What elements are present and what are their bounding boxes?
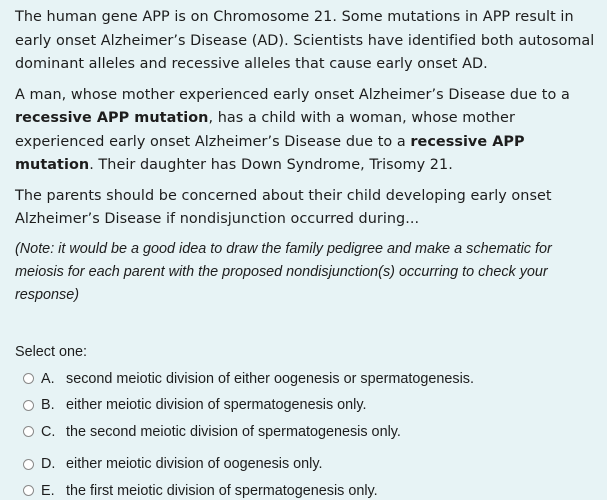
question-text: [15, 6, 597, 232]
p2-text-3: . Their daughter has Down Syndrome, Trisomy 21.: [89, 157, 453, 173]
answer-letter-b: B.: [41, 397, 55, 414]
answer-option-e[interactable]: [15, 478, 597, 500]
p2-bold-2: recessive APP mutation: [15, 133, 525, 173]
answer-text-b: either meiotic division of spermatogenesis only.: [66, 397, 367, 414]
question-paragraph-2: [15, 84, 597, 178]
answer-option-a[interactable]: [15, 366, 597, 393]
answer-text-c: the second meiotic division of spermatogenesis only.: [66, 423, 401, 440]
answer-option-b[interactable]: [15, 392, 597, 419]
select-one-prompt: Select one:: [15, 343, 88, 360]
answer-option-c[interactable]: [15, 419, 597, 446]
question-paragraph-3: The parents should be concerned about their child developing early onset Alzheimer’s Disease if nondisjunction occurred during...: [15, 187, 552, 227]
p2-text-2: , has a child with a woman, whose mother experienced early onset Alzheimer’s Disease due to a: [15, 110, 515, 150]
radio-button-d[interactable]: [23, 459, 34, 470]
answer-letter-a: A.: [41, 370, 55, 387]
question-paragraph-1: The human gene APP is on Chromosome 21. Some mutations in APP result in early onset Alzheimer’s Disease (AD). Scientists have identified both autosomal dominant alleles and recessive alleles that cause early onset AD.: [15, 9, 595, 72]
answer-text-d: either meiotic division of oogenesis only.: [66, 456, 323, 473]
radio-button-b[interactable]: [23, 400, 34, 411]
answer-letter-c: C.: [41, 423, 56, 440]
answer-option-d[interactable]: [15, 451, 597, 478]
radio-button-c[interactable]: [23, 426, 34, 437]
p2-bold-1: recessive APP mutation: [15, 110, 209, 126]
answer-list: [15, 366, 597, 500]
radio-button-e[interactable]: [23, 485, 34, 496]
answer-text-e: the first meiotic division of spermatogenesis only.: [66, 482, 378, 499]
question-note: (Note: it would be a good idea to draw the family pedigree and make a schematic for meiosis for each parent with the proposed nondisjunction(s) occurring to check your response): [15, 240, 552, 303]
answer-letter-e: E.: [41, 482, 55, 499]
answer-text-a: second meiotic division of either oogenesis or spermatogenesis.: [66, 370, 474, 387]
radio-button-a[interactable]: [23, 373, 34, 384]
answer-letter-d: D.: [41, 456, 56, 473]
p2-text-1: A man, whose mother experienced early onset Alzheimer’s Disease due to a: [15, 86, 570, 103]
